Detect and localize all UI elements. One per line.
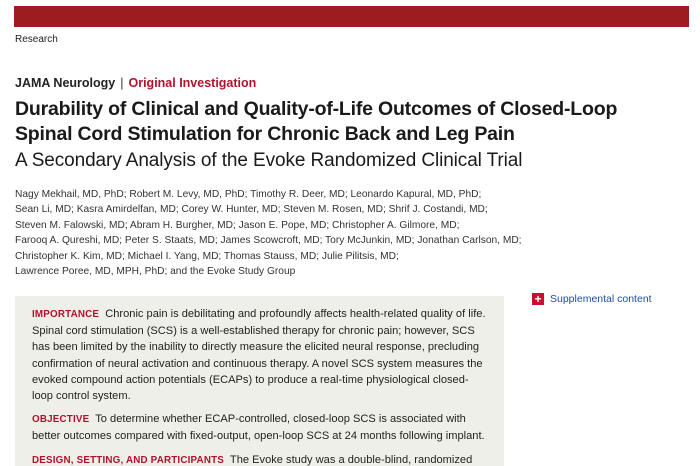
journal-header-bar xyxy=(14,6,689,27)
abstract-heading: OBJECTIVE xyxy=(32,414,90,426)
article-subtitle: A Secondary Analysis of the Evoke Randomized Clinical Trial xyxy=(15,150,523,171)
journal-separator: | xyxy=(120,76,124,90)
author-line: Sean Li, MD; Kasra Amirdelfan, MD; Corey W. Hunter, MD; Steven M. Rosen, MD; Shrif J. Costandi, MD; xyxy=(15,204,488,216)
abstract-design xyxy=(32,452,488,466)
title-line-2: Spinal Cord Stimulation for Chronic Back and Leg Pain xyxy=(15,123,515,145)
author-line: Lawrence Poree, MD, MPH, PhD; and the Evoke Study Group xyxy=(15,266,296,278)
abstract-box xyxy=(15,296,504,466)
abstract-objective xyxy=(32,411,488,444)
supplemental-content-link[interactable] xyxy=(532,293,652,305)
author-line: Steven M. Falowski, MD; Abram H. Burgher, MD; Jason E. Pope, MD; Christopher A. Gilmore, MD; xyxy=(15,219,460,231)
journal-name: JAMA Neurology xyxy=(15,76,116,90)
author-line: Christopher K. Kim, MD; Michael I. Yang, MD; Thomas Stauss, MD; Julie Pilitsis, MD; xyxy=(15,250,399,262)
title-line-1: Durability of Clinical and Quality-of-Life Outcomes of Closed-Loop xyxy=(15,98,618,120)
abstract-text: To determine whether ECAP-controlled, closed-loop SCS is associated with better outcomes compared with fixed-output, open-loop SCS at 24 months following implant. xyxy=(32,413,485,443)
abstract-text: The Evoke study was a double-blind, randomized xyxy=(229,453,473,466)
supplemental-content-label: Supplemental content xyxy=(550,293,652,305)
author-line: Nagy Mekhail, MD, PhD; Robert M. Levy, MD, PhD; Timothy R. Deer, MD; Leonardo Kapural, MD, PhD; xyxy=(15,189,482,200)
section-label: Research xyxy=(15,34,58,45)
abstract-heading: DESIGN, SETTING, AND PARTICIPANTS xyxy=(32,454,225,466)
author-list xyxy=(15,187,535,279)
abstract-text: Chronic pain is debilitating and profoundly affects health-related quality of life. Spinal cord stimulation (SCS) is a well-established therapy for chronic pain; however, SCS has been limited by the inability to directly measure the elicited neural response, precluding confirmation of neural activation and continuous therapy. A novel SCS system measures the evoked compound action potentials (ECAPs) to produce a real-time physiological closed-loop control system. xyxy=(32,308,486,403)
author-line: Farooq A. Qureshi, MD; Peter S. Staats, MD; James Scowcroft, MD; Tory McJunkin, MD; Jonathan Carlson, MD; xyxy=(15,235,522,247)
plus-icon: + xyxy=(532,293,544,305)
journal-line xyxy=(15,76,256,90)
article-type: Original Investigation xyxy=(128,76,257,90)
abstract-heading: IMPORTANCE xyxy=(32,309,100,320)
abstract-importance xyxy=(32,306,488,404)
article-title xyxy=(15,97,675,147)
